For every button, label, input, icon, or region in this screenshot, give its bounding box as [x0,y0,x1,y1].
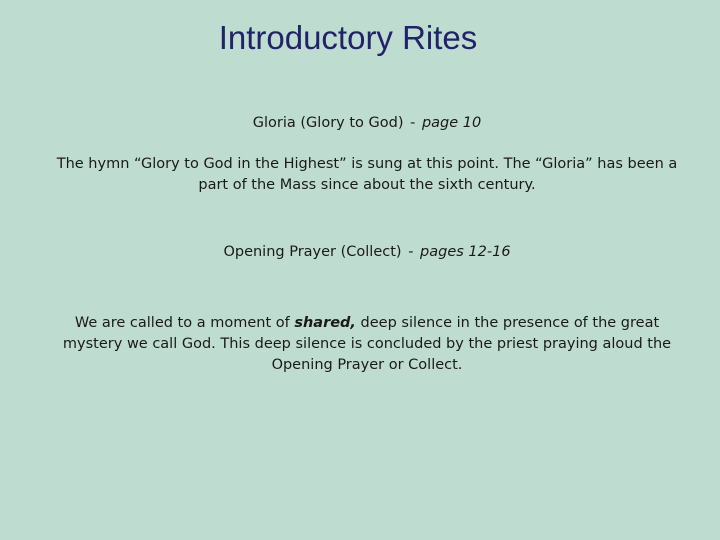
opening-prayer-heading-line [50,242,684,263]
opening-prayer-page-ref: pages 12-16 [420,244,511,260]
gloria-separator: - [410,115,416,131]
opening-prayer-heading: Opening Prayer (Collect) [223,244,402,260]
gloria-description: The hymn “Glory to God in the Highest” is sung at this point. The “Gloria” has been a part of the Mass since about the sixth century. [56,156,678,193]
opening-prayer-separator: - [408,244,414,260]
gloria-heading: Gloria (Glory to God) [252,115,404,131]
opening-prayer-description [50,313,684,376]
opening-prayer-emphasis: shared, [294,315,356,331]
gloria-heading-line [50,113,684,134]
opening-prayer-text-end: deep silence in the presence of the great mystery we call God. This deep silence is concluded by the priest praying aloud the Opening Prayer or Collect. [62,315,672,373]
gloria-page-ref: page 10 [421,115,482,131]
slide-title: Introductory Rites [218,19,478,56]
opening-prayer-text-start: We are called to a moment of [74,315,295,331]
